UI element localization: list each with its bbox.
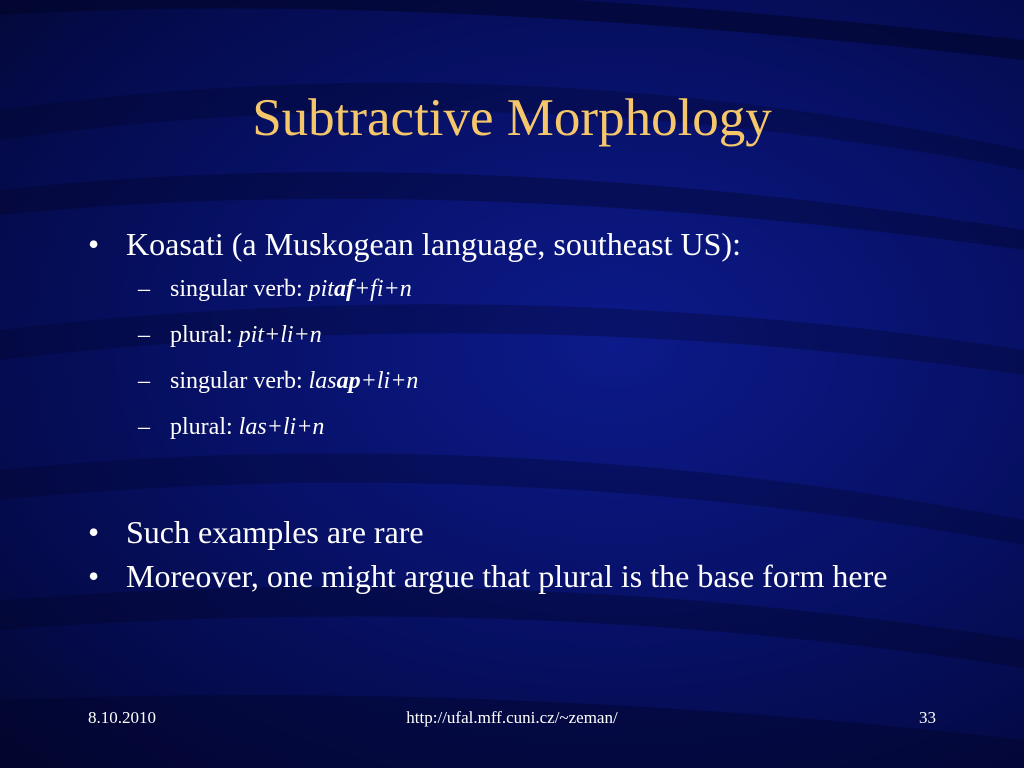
bullet-item: [88, 222, 938, 266]
example-text: plural: las+li+n: [170, 414, 325, 440]
dash-mark: –: [138, 368, 150, 394]
slide-title: Subtractive Morphology: [252, 89, 772, 147]
bullet-mark: •: [88, 558, 100, 594]
bullet-mark: •: [88, 514, 100, 550]
bullet-item: [88, 510, 938, 554]
example-text: singular verb: pitaf+fi+n: [170, 276, 412, 302]
slide-body: [88, 222, 938, 598]
sub-bullet-item: [138, 358, 938, 404]
bullet-text: Moreover, one might argue that plural is the base form here: [126, 558, 888, 594]
dash-mark: –: [138, 276, 150, 302]
bullet-mark: •: [88, 226, 100, 262]
bullet-text: Koasati (a Muskogean language, southeast US):: [126, 226, 741, 262]
slide-number: 33: [919, 708, 936, 727]
example-text: plural: pit+li+n: [170, 322, 322, 348]
sub-bullet-item: [138, 404, 938, 450]
dash-mark: –: [138, 322, 150, 348]
sub-bullet-item: [138, 266, 938, 312]
dash-mark: –: [138, 414, 150, 440]
sub-bullet-item: [138, 312, 938, 358]
footer-date: 8.10.2010: [88, 708, 156, 727]
example-text: singular verb: lasap+li+n: [170, 368, 419, 394]
bullet-item: [88, 554, 938, 598]
footer-url[interactable]: http://ufal.mff.cuni.cz/~zeman/: [406, 708, 618, 727]
bullet-text: Such examples are rare: [126, 514, 424, 550]
